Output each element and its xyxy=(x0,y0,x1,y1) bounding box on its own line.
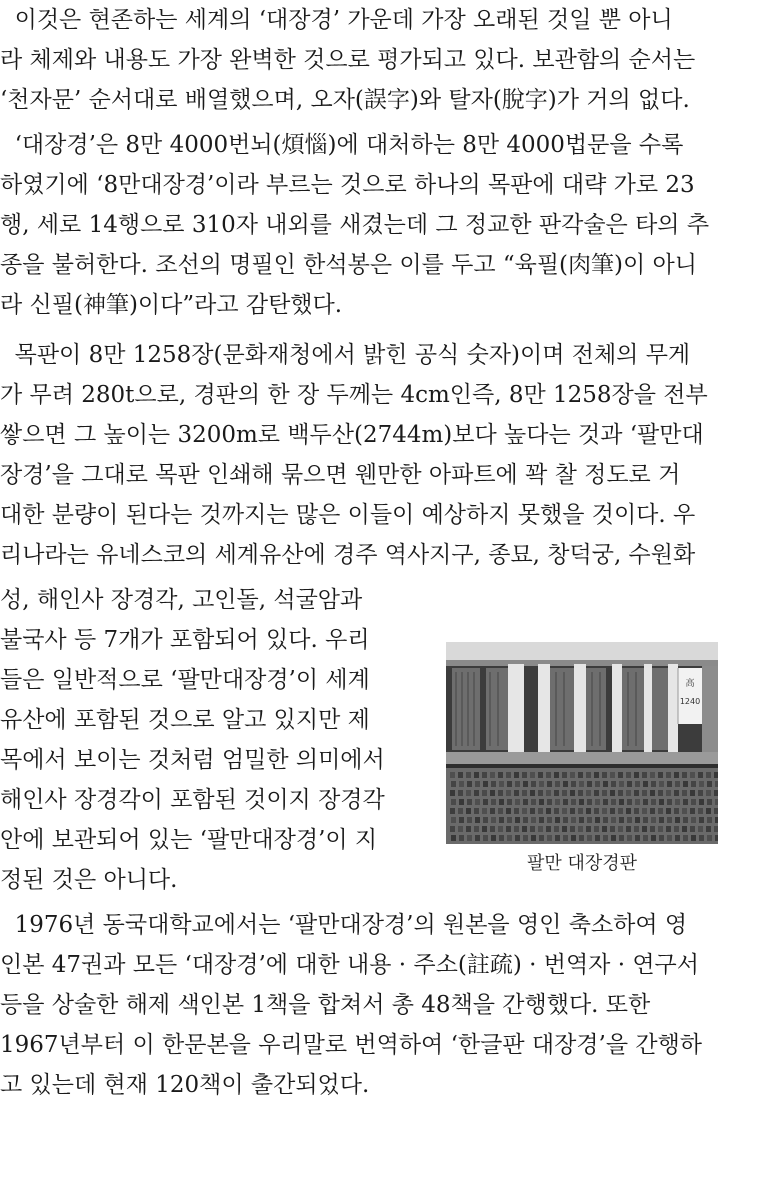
text-line: 종을 불허한다. 조선의 명필인 한석봉은 이를 두고 “육필(肉筆)이 아니 xyxy=(0,252,697,278)
text-line: 대한 분량이 된다는 것까지는 많은 이들이 예상하지 못했을 것이다. 우 xyxy=(0,502,696,528)
text-line: 목판이 8만 1258장(문화재청에서 밝힌 공식 숫자)이며 전체의 무게 xyxy=(0,342,691,368)
text-line: 등을 상술한 해제 색인본 1책을 합쳐서 총 48책을 간행했다. 또한 xyxy=(0,992,651,1018)
text-line: 인본 47권과 모든 ‘대장경’에 대한 내용 · 주소(註疏) · 번역자 · 연구서 xyxy=(0,952,699,978)
text-line: 1967년부터 이 한문본을 우리말로 번역하여 ‘한글판 대장경’을 간행하 xyxy=(0,1032,703,1058)
text-line: 정된 것은 아니다. xyxy=(0,867,178,893)
text-line: 1976년 동국대학교에서는 ‘팔만대장경’의 원본을 영인 축소하여 영 xyxy=(0,912,688,938)
text-line: 이것은 현존하는 세계의 ‘대장경’ 가운데 가장 오래된 것일 뿐 아니 xyxy=(0,7,673,33)
text-line: 성, 해인사 장경각, 고인돌, 석굴암과 xyxy=(0,587,363,613)
text-line: ‘대장경’은 8만 4000번뇌(煩惱)에 대처하는 8만 4000법문을 수록 xyxy=(0,132,684,158)
text-line: 안에 보관되어 있는 ‘팔만대장경’이 지 xyxy=(0,827,378,853)
woodblock-photo-illustration xyxy=(446,642,718,844)
text-line: ‘천자문’ 순서대로 배열했으며, 오자(誤字)와 탈자(脫字)가 거의 없다. xyxy=(0,87,690,113)
text-line: 유산에 포함된 것으로 알고 있지만 제 xyxy=(0,707,370,733)
photo-tripitaka-koreana-woodblocks xyxy=(446,642,718,844)
text-line: 들은 일반적으로 ‘팔만대장경’이 세계 xyxy=(0,667,370,693)
text-line: 쌓으면 그 높이는 3200m로 백두산(2744m)보다 높다는 것과 ‘팔만대 xyxy=(0,422,704,448)
text-line: 해인사 장경각이 포함된 것이지 장경각 xyxy=(0,787,385,813)
svg-text:1240: 1240 xyxy=(679,697,701,706)
figure-caption: 팔만 대장경판 xyxy=(526,853,638,874)
text-line: 행, 세로 14행으로 310자 내외를 새겼는데 그 정교한 판각술은 타의 추 xyxy=(0,212,710,238)
text-line: 라 신필(神筆)이다”라고 감탄했다. xyxy=(0,292,343,318)
text-line: 고 있는데 현재 120책이 출간되었다. xyxy=(0,1072,370,1098)
text-line: 리나라는 유네스코의 세계유산에 경주 역사지구, 종묘, 창덕궁, 수원화 xyxy=(0,542,696,568)
text-line: 장경’을 그대로 목판 인쇄해 묶으면 웬만한 아파트에 꽉 찰 정도로 거 xyxy=(0,462,681,488)
text-line: 하였기에 ‘8만대장경’이라 부르는 것으로 하나의 목판에 대략 가로 23 xyxy=(0,172,695,198)
text-line: 라 체제와 내용도 가장 완벽한 것으로 평가되고 있다. 보관함의 순서는 xyxy=(0,47,696,73)
tag-label-text: 高 xyxy=(685,679,695,689)
text-line: 가 무려 280t으로, 경판의 한 장 두께는 4cm인즉, 8만 1258장을 전부 xyxy=(0,382,708,408)
text-line: 불국사 등 7개가 포함되어 있다. 우리 xyxy=(0,627,370,653)
text-line: 목에서 보이는 것처럼 엄밀한 의미에서 xyxy=(0,747,385,773)
